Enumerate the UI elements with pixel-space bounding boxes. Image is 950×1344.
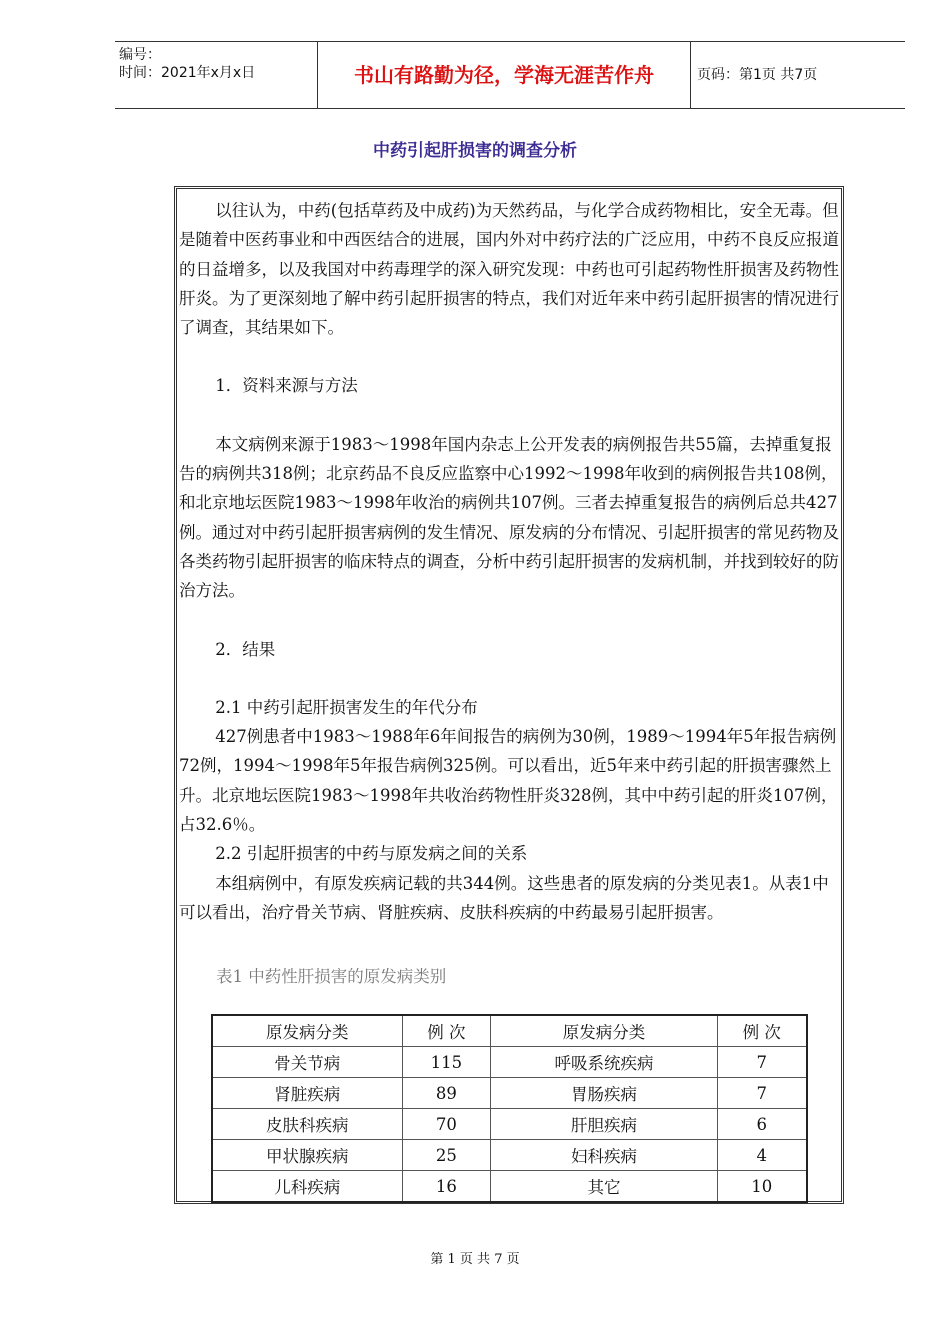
section-2-2-body: 本组病例中，有原发疾病记载的共344例。这些患者的原发病的分类见表1。从表1中可以看出，治疗骨关节病、肾脏疾病、皮肤科疾病的中药最易引起肝损害。 <box>179 873 829 922</box>
table-cell: 89 <box>402 1078 491 1109</box>
table-cell: 甲状腺疾病 <box>212 1140 402 1171</box>
section-1-body: 本文病例来源于1983～1998年国内杂志上公开发表的病例报告共55篇，去掉重复报告的病例共318例；北京药品不良反应监察中心1992～1998年收到的病例报告共108例，和北京地坛医院1983～1998年收治的病例共107例。三者去掉重复报告的病例后总共427例。通过对中药引起肝损害病例的发生情况、原发病的分布情况、引起肝损害的常见药物及各类药物引起肝损害的临床特点的调查，分析中药引起肝损害的发病机制，并找到较好的防治方法。 <box>179 434 839 601</box>
table-cell: 胃肠疾病 <box>491 1078 717 1109</box>
time-label: 时间：2021年x月x日 <box>119 65 256 81</box>
table-caption: 表1 中药性肝损害的原发病类别 <box>216 967 447 986</box>
table-header-row <box>212 1015 807 1047</box>
table-row <box>212 1140 807 1171</box>
table-cell: 肝胆疾病 <box>491 1109 717 1140</box>
table-cell: 7 <box>717 1047 807 1078</box>
table-row <box>212 1078 807 1109</box>
table-cell: 25 <box>402 1140 491 1171</box>
table-row <box>212 1047 807 1078</box>
table-header-cell: 例 次 <box>402 1015 491 1047</box>
table-header-cell: 原发病分类 <box>491 1015 717 1047</box>
document-body <box>179 196 843 927</box>
section-2-1-heading: 2.1 中药引起肝损害发生的年代分布 <box>215 697 478 717</box>
table-cell: 妇科疾病 <box>491 1140 717 1171</box>
table-cell: 10 <box>717 1171 807 1203</box>
intro-paragraph: 以往认为，中药(包括草药及中成药)为天然药品，与化学合成药物相比，安全无毒。但是随着中医药事业和中西医结合的进展，国内外对中药疗法的广泛应用，中药不良反应报道的日益增多，以及我国对中药毒理学的深入研究发现：中药也可引起药物性肝损害及药物性肝炎。为了更深刻地了解中药引起肝损害的特点，我们对近年来中药引起肝损害的情况进行了调查，其结果如下。 <box>179 201 839 338</box>
page-header <box>115 41 905 109</box>
header-meta <box>115 42 317 108</box>
table-header-cell: 原发病分类 <box>212 1015 402 1047</box>
section-1-heading: 1．资料来源与方法 <box>215 376 358 396</box>
table-cell: 呼吸系统疾病 <box>491 1047 717 1078</box>
table-cell: 6 <box>717 1109 807 1140</box>
table-cell: 骨关节病 <box>212 1047 402 1078</box>
disease-table <box>211 1014 808 1203</box>
page-footer: 第 1 页 共 7 页 <box>430 1252 520 1267</box>
section-2-heading: 2．结果 <box>215 639 276 659</box>
table-cell: 7 <box>717 1078 807 1109</box>
table-cell: 115 <box>402 1047 491 1078</box>
table-cell: 皮肤科疾病 <box>212 1109 402 1140</box>
table-row <box>212 1109 807 1140</box>
number-label: 编号： <box>119 47 161 63</box>
table-cell: 16 <box>402 1171 491 1203</box>
header-page-label: 页码：第1页 共7页 <box>697 67 818 83</box>
document-title: 中药引起肝损害的调查分析 <box>373 141 577 161</box>
table-header-cell: 例 次 <box>717 1015 807 1047</box>
section-2-2-heading: 2.2 引起肝损害的中药与原发病之间的关系 <box>215 844 528 864</box>
header-motto: 书山有路勤为径，学海无涯苦作舟 <box>317 42 691 108</box>
table-cell: 70 <box>402 1109 491 1140</box>
table-cell: 肾脏疾病 <box>212 1078 402 1109</box>
section-2-1-body: 427例患者中1983～1988年6年间报告的病例为30例，1989～1994年5年报告病例72例，1994～1998年5年报告病例325例。可以看出，近5年来中药引起的肝损害骤然上升。北京地坛医院1983～1998年共收治药物性肝炎328例，其中中药引起的肝炎107例，占32.6％。 <box>179 727 838 835</box>
table-cell: 儿科疾病 <box>212 1171 402 1203</box>
table-row <box>212 1171 807 1203</box>
table-cell: 4 <box>717 1140 807 1171</box>
table-cell: 其它 <box>491 1171 717 1203</box>
